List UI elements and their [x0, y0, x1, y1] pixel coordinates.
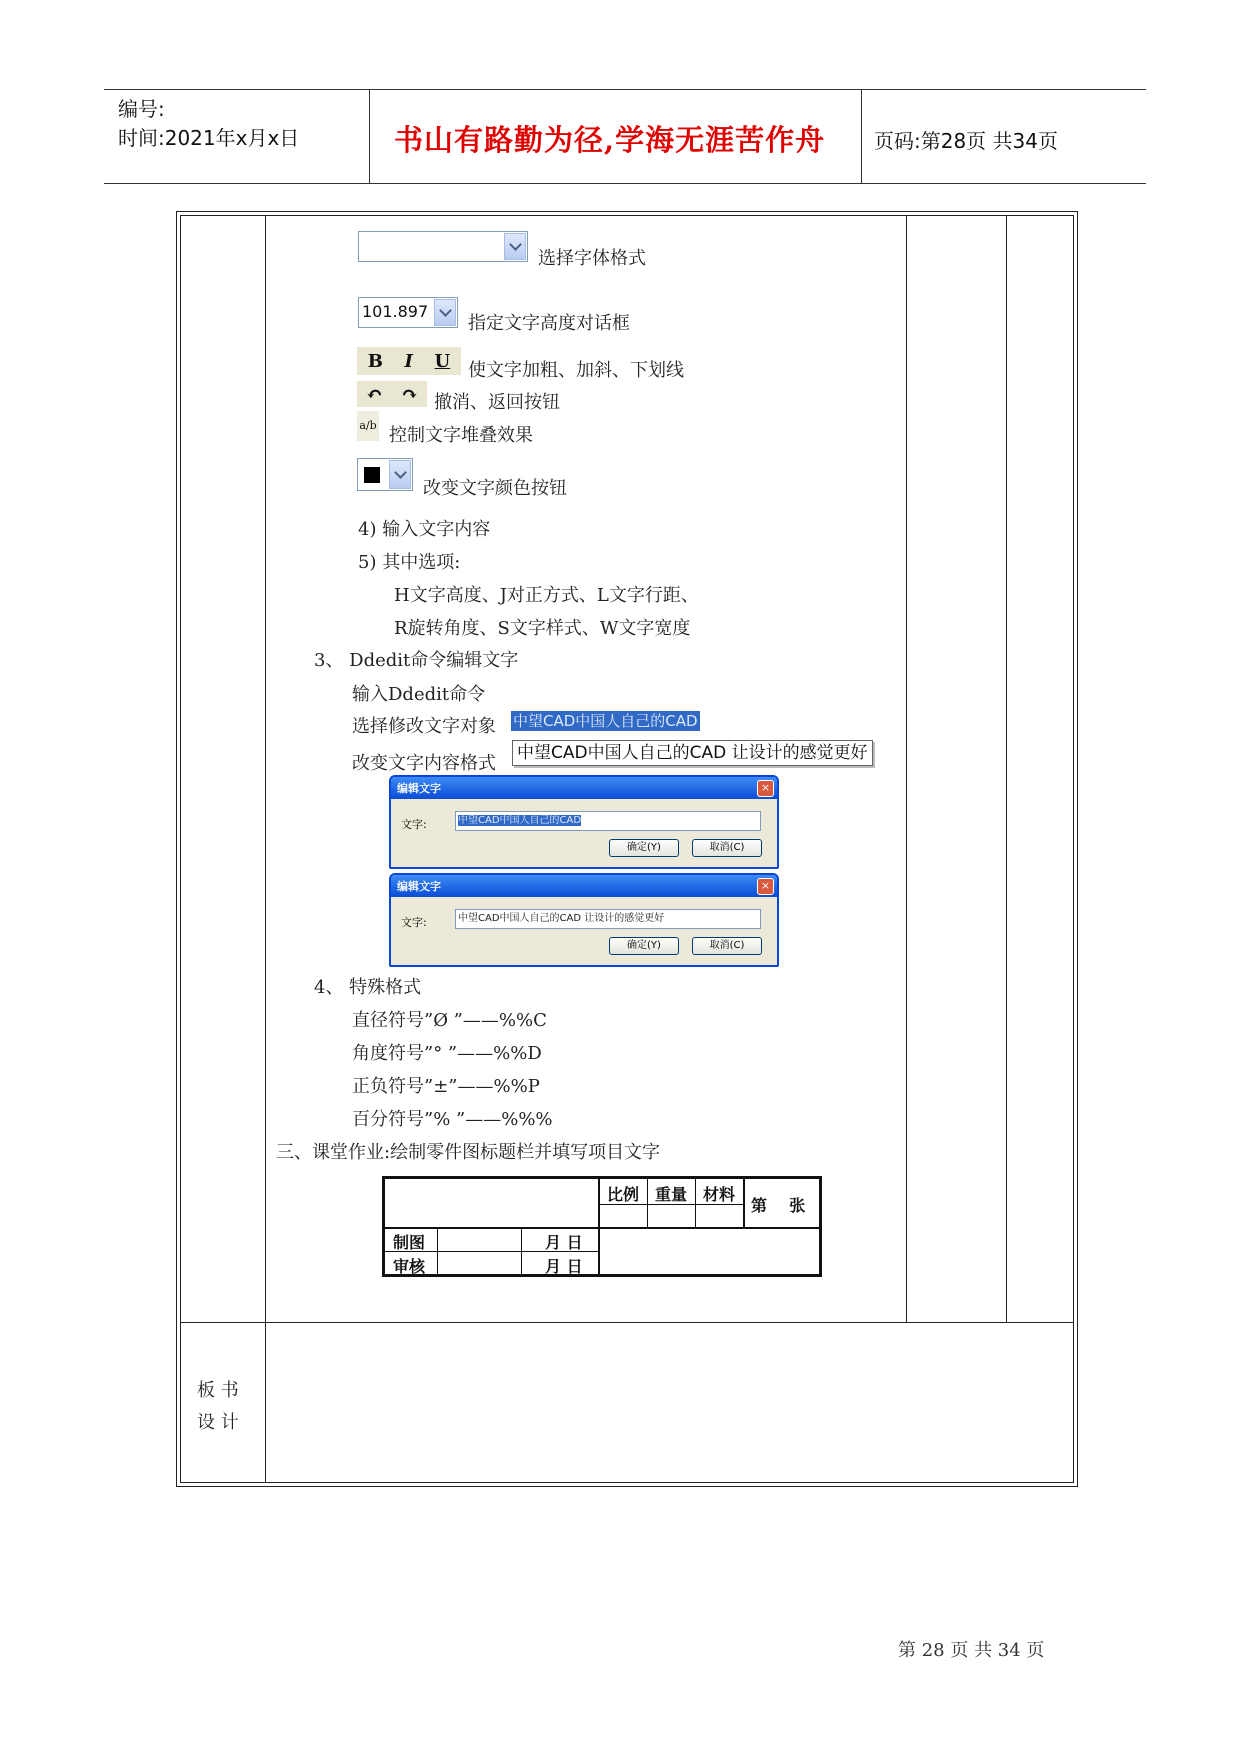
- section-3-line-3: 改变文字内容格式: [352, 753, 496, 774]
- dialog-2-titlebar: [391, 875, 777, 897]
- font-combo-caption: 选择字体格式: [538, 248, 646, 269]
- dialog-1-titlebar: [391, 777, 777, 799]
- tb-date-1: 月 日: [545, 1233, 583, 1252]
- text-height-value: 101.897: [362, 302, 429, 321]
- chevron-down-icon: [394, 466, 407, 479]
- tb-line: [521, 1227, 522, 1274]
- page-footer: 第 28 页 共 34 页: [898, 1640, 1045, 1661]
- font-combo-dropdown-button[interactable]: [504, 233, 526, 260]
- section-3-title: 3、 Ddedit命令编辑文字: [314, 650, 519, 671]
- tb-line: [743, 1179, 745, 1227]
- chevron-down-icon: [509, 238, 522, 251]
- board-design-label-2: 设 计: [197, 1412, 239, 1433]
- tb-date-2: 月 日: [545, 1257, 583, 1276]
- stack-button[interactable]: [357, 411, 379, 441]
- stack-icon: a/b: [359, 419, 377, 432]
- font-format-combo[interactable]: [358, 231, 528, 262]
- header-bottom-rule: [104, 183, 1146, 184]
- color-swatch: [364, 467, 380, 483]
- drawing-title-block: [382, 1176, 822, 1277]
- section-3-line-1: 输入Ddedit命令: [352, 684, 486, 705]
- dialog-2-ok-button[interactable]: 确定(Y): [609, 937, 679, 955]
- symbol-diameter: 直径符号”Ø ”——%%C: [352, 1010, 547, 1031]
- tb-weight-label: 重量: [655, 1185, 688, 1204]
- section-3-line-2: 选择修改文字对象: [352, 716, 496, 737]
- dialog-2-text-input[interactable]: [455, 909, 761, 929]
- undo-icon[interactable]: ↶: [366, 382, 383, 406]
- bold-italic-underline-toolbar: [357, 347, 461, 375]
- options-line-2: R旋转角度、S文字样式、W文字宽度: [394, 618, 691, 639]
- step-4: 4) 输入文字内容: [358, 519, 491, 540]
- dialog-1-input-value: 中望CAD中国人自己的CAD: [458, 815, 582, 826]
- height-combo-caption: 指定文字高度对话框: [468, 313, 630, 334]
- dialog-2-input-value: 中望CAD中国人自己的CAD 让设计的感觉更好: [458, 913, 665, 924]
- text-height-combo[interactable]: [358, 297, 458, 328]
- tb-line: [647, 1179, 648, 1227]
- undo-caption: 撤消、返回按钮: [434, 392, 560, 413]
- close-icon[interactable]: ×: [757, 878, 774, 895]
- table-col-divider-1: [265, 215, 266, 1483]
- italic-button[interactable]: I: [404, 350, 413, 372]
- header-time-label: 时间:2021年x月x日: [118, 126, 300, 150]
- tb-material-label: 材料: [703, 1185, 736, 1204]
- header-number-label: 编号:: [118, 97, 165, 121]
- changed-text-sample: 中望CAD中国人自己的CAD 让设计的感觉更好: [512, 740, 873, 766]
- symbol-degree: 角度符号”° ”——%%D: [352, 1043, 542, 1064]
- symbol-percent: 百分符号”% ”——%%%: [352, 1109, 553, 1130]
- dialog-2-title: 编辑文字: [397, 880, 441, 893]
- tb-line: [695, 1179, 696, 1227]
- homework-title: 三、课堂作业:绘制零件图标题栏并填写项目文字: [276, 1142, 661, 1163]
- header-page-label: 页码:第28页 共34页: [874, 129, 1058, 153]
- color-combo-dropdown-button[interactable]: [389, 460, 411, 489]
- table-col-divider-3: [1006, 215, 1007, 1323]
- symbol-plus-minus: 正负符号”±”——%%P: [352, 1076, 540, 1097]
- header-divider-left: [369, 90, 370, 184]
- step-5: 5) 其中选项:: [358, 552, 461, 573]
- tb-line: [598, 1179, 600, 1274]
- dialog-1-text-label: 文字:: [401, 818, 427, 831]
- tb-drawn-label: 制图: [393, 1233, 426, 1252]
- close-icon[interactable]: ×: [757, 780, 774, 797]
- tb-sheet-label: 第 张: [751, 1196, 806, 1215]
- selected-text-sample: 中望CAD中国人自己的CAD: [513, 712, 698, 730]
- header-motto: 书山有路勤为径,学海无涯苦作舟: [394, 123, 826, 157]
- dialog-1-cancel-button[interactable]: 取消(C): [692, 839, 762, 857]
- dialog-2-cancel-button[interactable]: 取消(C): [692, 937, 762, 955]
- dialog-2-text-label: 文字:: [401, 916, 427, 929]
- bold-button[interactable]: B: [367, 350, 383, 372]
- board-design-label-1: 板 书: [197, 1380, 239, 1401]
- redo-icon[interactable]: ↷: [401, 382, 418, 406]
- edit-text-dialog-1: [389, 775, 779, 869]
- header-divider-right: [861, 90, 862, 184]
- dialog-1-title: 编辑文字: [397, 782, 441, 795]
- header-top-rule: [104, 89, 1146, 90]
- height-combo-dropdown-button[interactable]: [434, 299, 456, 326]
- undo-redo-toolbar: [357, 381, 427, 407]
- tb-line: [437, 1227, 438, 1274]
- dialog-1-ok-button[interactable]: 确定(Y): [609, 839, 679, 857]
- options-line-1: H文字高度、J对正方式、L文字行距、: [394, 585, 699, 606]
- tb-checked-label: 审核: [393, 1257, 426, 1276]
- tb-line: [385, 1227, 819, 1229]
- stack-caption: 控制文字堆叠效果: [389, 425, 533, 446]
- underline-button[interactable]: U: [434, 350, 451, 372]
- text-color-combo[interactable]: [357, 458, 413, 491]
- biu-caption: 使文字加粗、加斜、下划线: [468, 360, 684, 381]
- dialog-1-text-input[interactable]: [455, 811, 761, 831]
- chevron-down-icon: [439, 304, 452, 317]
- tb-scale-label: 比例: [607, 1185, 640, 1204]
- table-col-divider-2: [906, 215, 907, 1323]
- color-caption: 改变文字颜色按钮: [423, 478, 567, 499]
- table-row-divider: [180, 1322, 1074, 1323]
- edit-text-dialog-2: [389, 873, 779, 967]
- section-4-title: 4、 特殊格式: [314, 977, 422, 998]
